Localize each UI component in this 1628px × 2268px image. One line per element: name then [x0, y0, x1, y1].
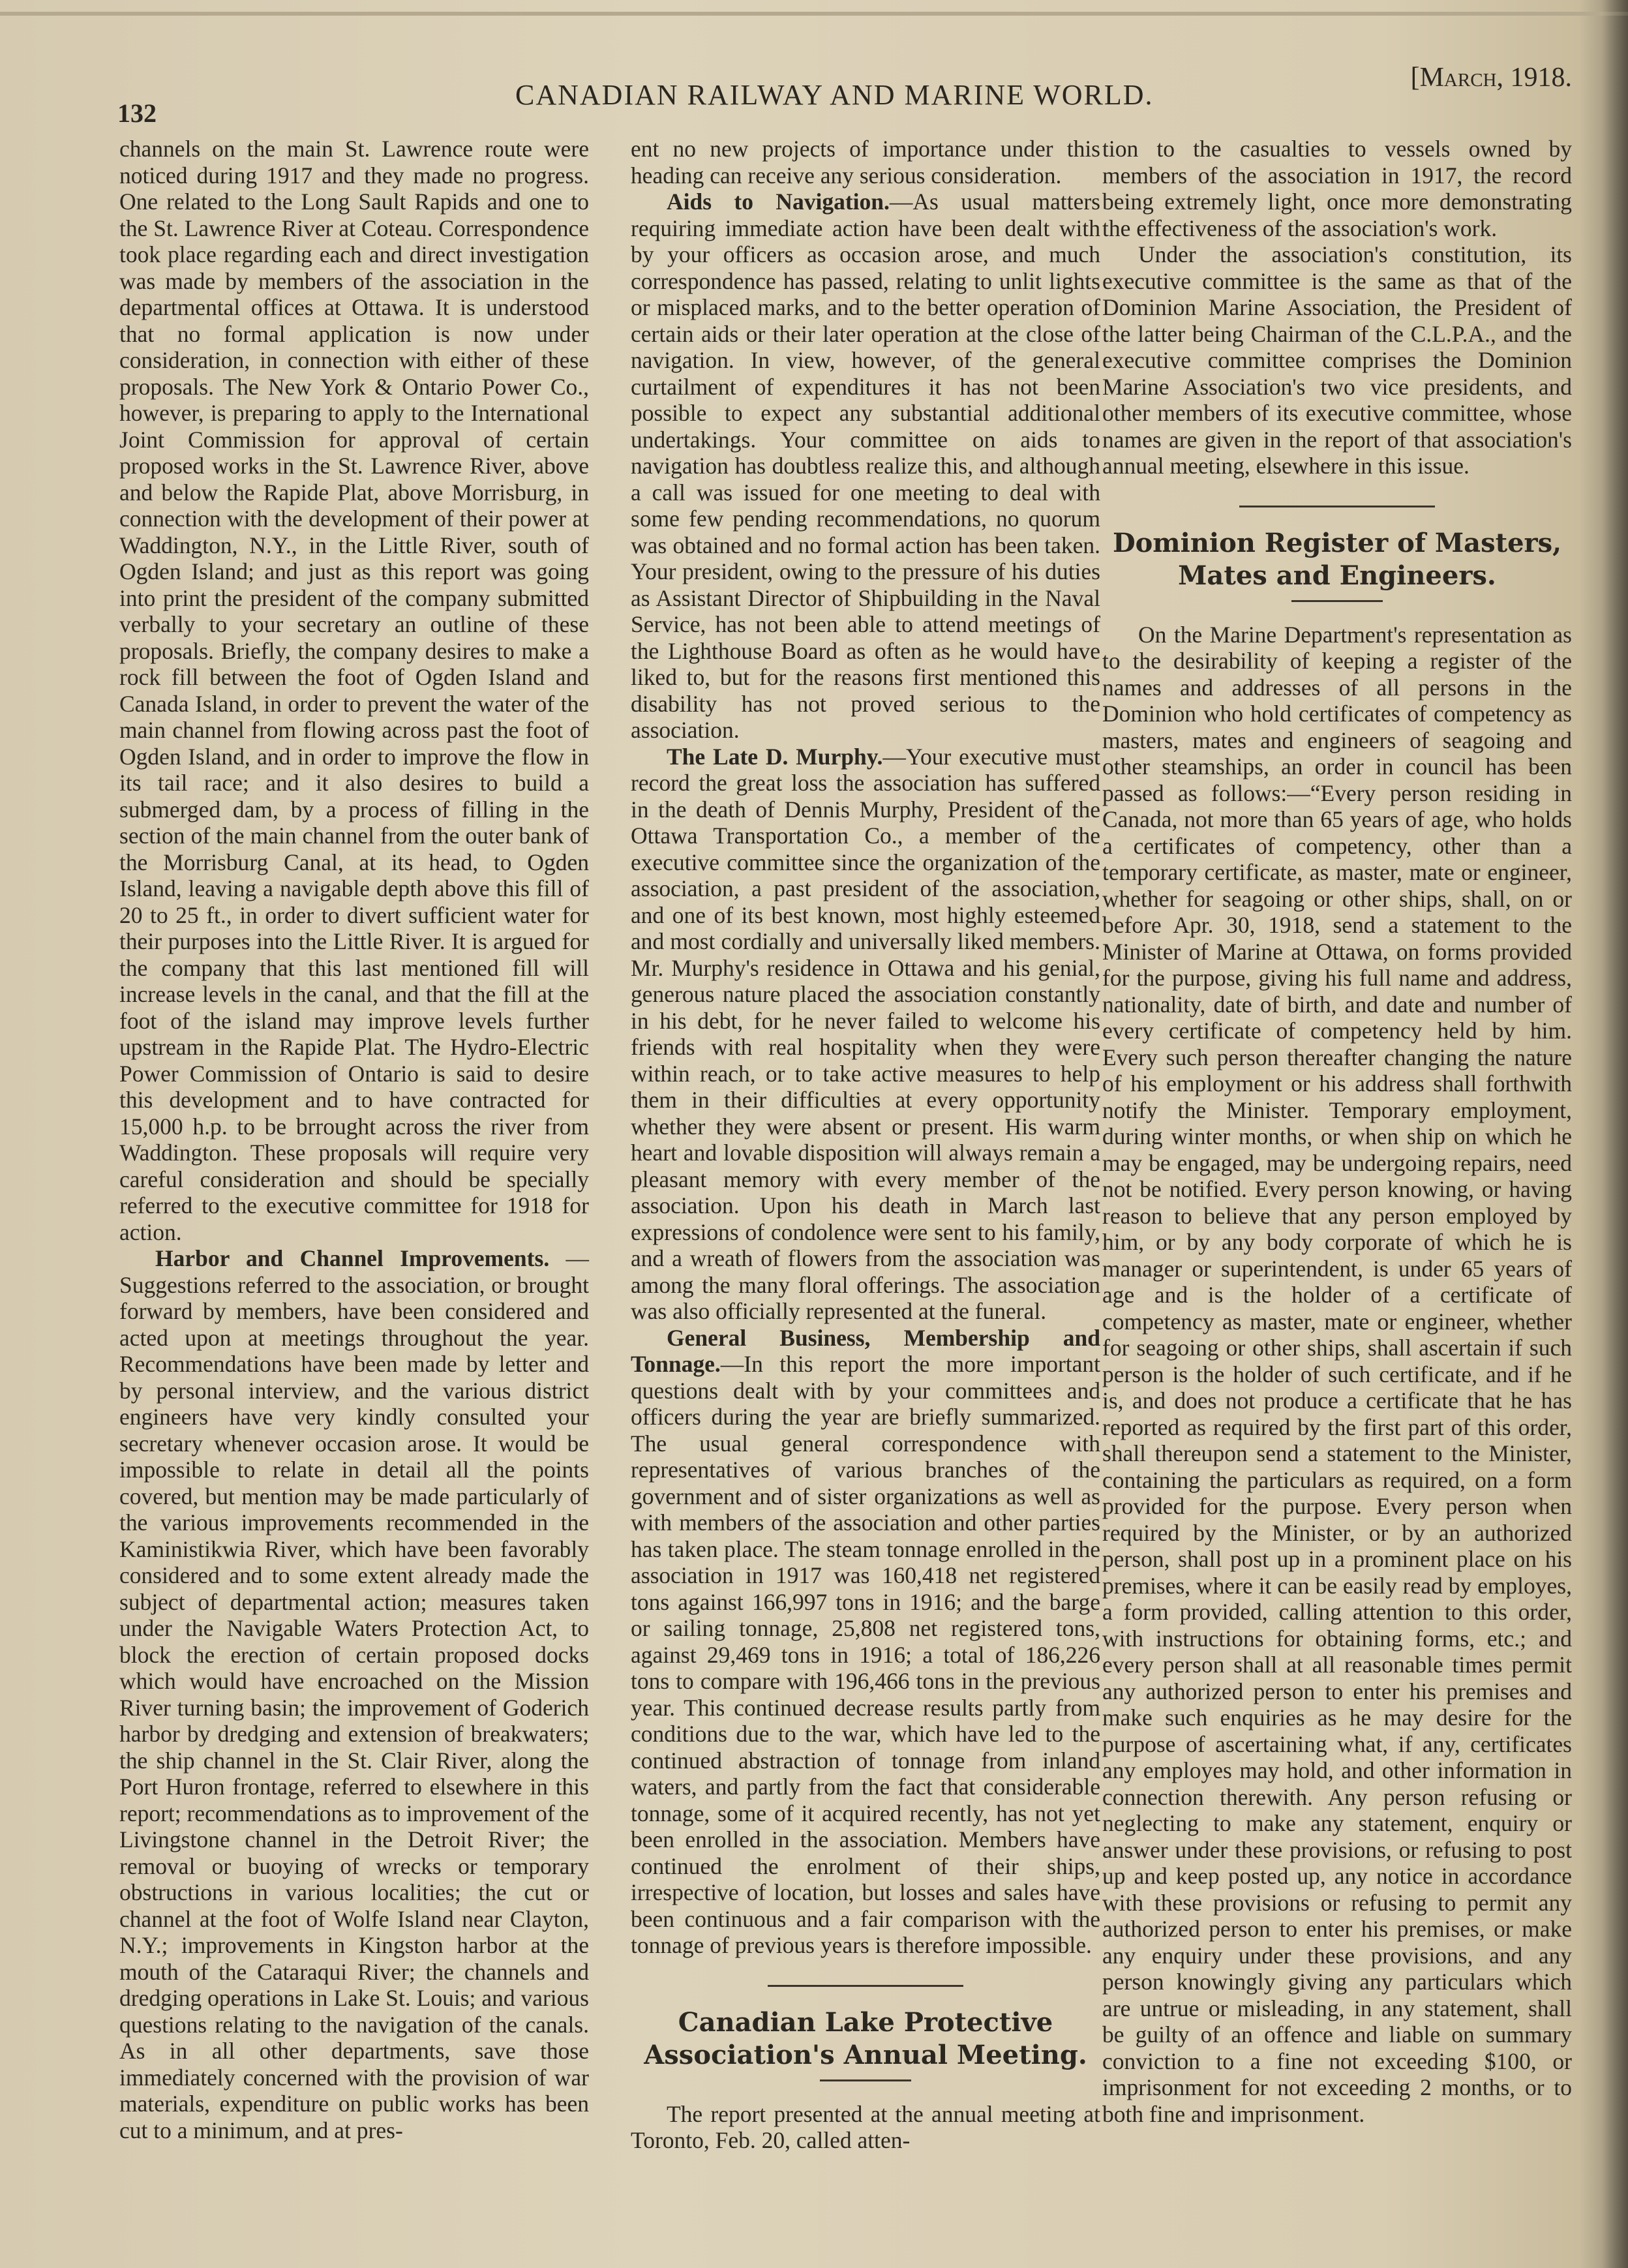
- column-right: [1102, 136, 1572, 2127]
- title-underline: [1291, 600, 1383, 602]
- body-aids-navigation: —As usual matters requiring immediate action have been dealt with by your officers as occasion arose, and much correspondence has passed, relating to unlit lights or misplaced marks, and to the better operation of certain aids or their later operation at the close of navigation. In view, however, of the general curtailment of expenditures it has not been possible to expect any substantial additional undertakings. Your committee on aids to navigation has doubtless realize this, and although a call was issued for one meeting to deal with some few pending recommendations, no quorum was obtained and no formal action has been taken. Your president, owing to the pressure of his duties as Assistant Director of Shipbuilding in the Naval Service, has not been able to attend meetings of the Lighthouse Board as often as he would have liked to, but for the reasons first mentioned this disability has not proved serious to the association.: [631, 189, 1100, 743]
- section-title-register: Dominion Register of Masters, Mates and Engineers.: [1112, 527, 1562, 591]
- page-number: 132: [117, 98, 157, 128]
- column-left: [119, 136, 589, 2143]
- section-title-clpa: Canadian Lake Protective Association's Annual Meeting.: [644, 2006, 1087, 2070]
- paragraph-general-business: [631, 1325, 1100, 1959]
- top-edge-rule: [0, 12, 1628, 16]
- heading-late-murphy: The Late D. Murphy.: [667, 743, 883, 770]
- issue-date: [March, 1918.: [1410, 63, 1572, 93]
- section-divider: [1239, 506, 1435, 507]
- heading-general-business: General Business, Membership and Tonnage.: [631, 1324, 1100, 1377]
- paragraph-channels: channels on the main St. Lawrence route were noticed during 1917 and they made no progress. One related to the Long Sault Rapids and one to the St. Lawrence River at Coteau. Correspondence took place regarding each and direct investigation was made by members of the association in the departmental offices at Ottawa. It is understood that no formal application is now under consideration, in connection with either of these proposals. The New York & Ontario Power Co., however, is preparing to apply to the International Joint Commission for approval of certain proposed works in the St. Lawrence River, above and below the Rapide Plat, above Morrisburg, in connection with the development of their power at Waddington, N.Y., in the Little River, south of Ogden Island; and just as this report was going into print the president of the company submitted verbally to your secretary an outline of these proposals. Briefly, the company desires to make a rock fill between the foot of Ogden Island and Canada Island, in order to prevent the water of the main channel from flowing across past the foot of Ogden Island, and in order to improve the flow in its tail race; and it also desires to build a submerged dam, by a process of filling in the section of the main channel from the outer bank of the Morrisburg Canal, at its head, to Ogden Island, leaving a navigable depth above this fill of 20 to 25 ft., in order to divert sufficient water for their purposes into the Little River. It is argued for the company that this last mentioned fill will increase levels in the canal, and that the fill at the foot of the island may improve levels further upstream in the Rapide Plat. The Hydro-Electric Power Commission of Ontario is said to desire this development and to have contracted for 15,000 h.p. to be brrought across the river from Waddington. These proposals will require very careful consideration and should be specially referred to the executive committee for 1918 for action.: [119, 136, 589, 1245]
- paragraph-continuation: ent no new projects of importance under this heading can receive any serious consideration.: [631, 136, 1100, 189]
- paragraph-clpa-report: The report presented at the annual meeting at Toronto, Feb. 20, called atten-: [631, 2100, 1100, 2153]
- heading-aids-navigation: Aids to Navigation.: [667, 189, 890, 215]
- column-middle: [631, 136, 1100, 2154]
- binding-shadow: [1602, 0, 1628, 2268]
- body-general-business: —In this report the more important questions dealt with by your committees and officers during the year are briefly summarized. The usual general correspondence with representatives of various branches of the government and of sister organizations as well as with members of the association and other parties has taken place. The steam tonnage enrolled in the association in 1917 was 160,418 net registered tons against 166,997 tons in 1916; and the barge or sailing tonnage, 25,808 net registered tons, against 29,469 tons in 1916; a total of 186,226 tons to compare with 196,466 tons in the previous year. This continued decrease results partly from conditions due to the war, which have led to the continued abstraction of tonnage from inland waters, and partly from the fact that considerable tonnage, some of it acquired recently, has not yet been enrolled in the association. Members have continued the enrolment of their ships, irrespective of location, but losses and sales have been continuous and a fair comparison with the tonnage of previous years is therefore impossible.: [631, 1351, 1100, 1958]
- section-divider: [768, 1985, 963, 1987]
- heading-harbor-improvements: Harbor and Channel Improvements.: [155, 1245, 550, 1271]
- body-harbor-improvements: — Suggestions referred to the association, or brought forward by members, have been considered and acted upon at meetings throughout the year. Recommendations have been made by letter and by personal interview, and the various district engineers have very kindly consulted your secretary whenever occasion arose. It would be impossible to relate in detail all the points covered, but mention may be made particularly of the various improvements recommended in the Kaministikwia River, which have been favorably considered and to some extent already made the subject of departmental action; measures taken under the Navigable Waters Protection Act, to block the erection of certain proposed docks which would have encroached on the Mission River turning basin; the improvement of Goderich harbor by dredging and extension of breakwaters; the ship channel in the St. Clair River, along the Port Huron frontage, referred to elsewhere in this report; recommendations as to improvement of the Livingstone channel in the Detroit River; the removal or buoying of wrecks or temporary obstructions in various localities; the cut or channel at the foot of Wolfe Island near Clayton, N.Y.; improvements in Kingston harbor at the mouth of the Cataraqui River; the channels and dredging operations in Lake St. Louis; and various questions relating to the navigation of the canals. As in all other departments, save those immediately concerned with the provision of war materials, expenditure on public works has been cut to a minimum, and at pres-: [119, 1245, 590, 2143]
- running-header: [117, 62, 1572, 128]
- journal-title: CANADIAN RAILWAY AND MARINE WORLD.: [515, 79, 1154, 111]
- paragraph-late-murphy: [631, 744, 1100, 1325]
- body-late-murphy: —Your executive must record the great loss the association has suffered in the death of Dennis Murphy, President of the Ottawa Transportation Co., a member of the executive committee since the organization of the association, a past president of the association, and one of its best known, most highly esteemed and most cordially and universally liked members. Mr. Murphy's residence in Ottawa and his genial, generous nature placed the association constantly in his debt, for he never failed to welcome his friends with real hospitality when they were within reach, or to take active measures to help them in their difficulties at every opportunity whether they were absent or present. His warm heart and lovable disposition will always remain a pleasant memory with every member of the association. Upon his death in March last expressions of condolence were sent to his family, and a wreath of flowers from the association was among the many floral offerings. The association was also officially represented at the funeral.: [631, 743, 1100, 1324]
- paragraph-constitution: Under the association's constitution, its executive committee is the same as that of the Dominion Marine Association, the President of the latter being Chairman of the C.L.P.A., and the executive committee comprises the Dominion Marine Association's two vice presidents, and other members of its executive committee, whose names are given in the report of that association's annual meeting, elsewhere in this issue.: [1102, 241, 1572, 479]
- title-underline: [820, 2079, 911, 2081]
- paragraph-casualties: tion to the casualties to vessels owned by members of the association in 1917, the record being extremely light, once more demonstrating the effectiveness of the association's work.: [1102, 136, 1572, 241]
- paragraph-aids-navigation: [631, 189, 1100, 744]
- paragraph-register-order: On the Marine Department's representation as to the desirability of keeping a register of the names and addresses of all persons in the Dominion who hold certificates of competency as masters, mates and engineers of seagoing and other steamships, an order in council has been passed as follows:—“Every person residing in Canada, not more than 65 years of age, who holds a certificates of competency, other than a temporary certificate, as master, mate or engineer, whether for seagoing or other ships, shall, on or before Apr. 30, 1918, send a statement to the Minister of Marine at Ottawa, on forms provided for the purpose, giving his full name and address, nationality, date of birth, and date and number of every certificate of competency held by him. Every such person thereafter changing the nature of his employment or his address shall forthwith notify the Minister. Temporary employment, during winter months, or when ship on which he may be engaged, may be undergoing repairs, need not be notified. Every person knowing, or having reason to believe that any person employed by him, or by any body corporate of which he is manager or superintendent, is under 65 years of age and is the holder of a certificate of competency as master, mate or engineer, whether for seagoing or other ships, shall ascertain if such person is the holder of such certificate, and if he is, and does not produce a certificate that he has reported as required by the first part of this order, shall thereupon send a statement to the Minister, containing the particulars as required, on a form provided for the purpose. Every person when required by the Minister, or by an authorized person, shall post up in a prominent place on his premises, where it can be easily read by employes, a form provided, calling attention to this order, with instructions for obtaining forms, etc.; and every person shall at all reasonable times permit any authorized person to enter his premises and make such enquiries as he may desire for the purpose of ascertaining what, if any, certificates any employes may hold, and other information in connection therewith. Any person refusing or neglecting to make any statement, enquiry or answer under these provisions, or refusing to post up and keep posted up, any notice in accordance with these provisions or refusing to permit any authorized person to enter his premises, or make any enquiry under these provisions, and any person knowingly giving any particulars which are untrue or misleading, in any statement, shall be guilty of an offence and liable on summary conviction to a fine not exceeding $100, or imprisonment for not exceeding 2 months, or to both fine and imprisonment.: [1102, 621, 1572, 2127]
- paragraph-harbor-improvements: [119, 1245, 589, 2143]
